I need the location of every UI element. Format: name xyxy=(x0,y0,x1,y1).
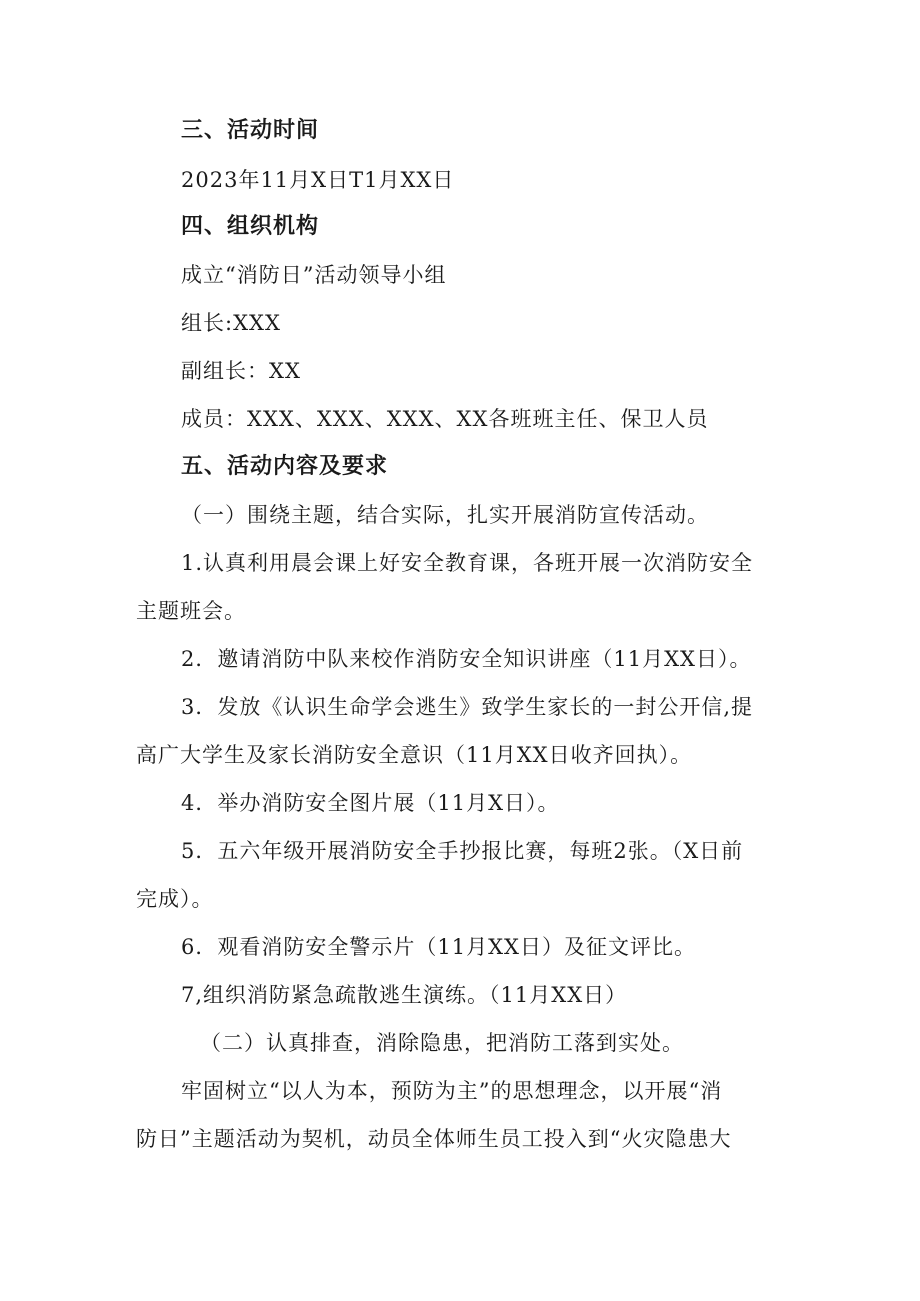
item-7: 7,组织消防紧急疏散逃生演练。（11月XX日） xyxy=(181,983,628,1007)
vice-leader-text: 副组长：XX xyxy=(181,359,301,383)
item-5-line-1: 5．五六年级开展消防安全手抄报比赛，每班2张。（X日前 xyxy=(181,839,744,863)
members-text: 成员：XXX、XXX、XXX、XX各班班主任、保卫人员 xyxy=(181,407,709,431)
item-6: 6．观看消防安全警示片（11月XX日）及征文评比。 xyxy=(181,935,696,959)
part-two-title: （二）认真排查，消除隐患，把消防工落到实处。 xyxy=(200,1031,684,1055)
item-5-line-2: 完成）。 xyxy=(136,887,214,911)
paragraph-line-2: 防日”主题活动为契机，动员全体师生员工投入到“火灾隐患大 xyxy=(136,1127,732,1151)
paragraph-line-1: 牢固树立“以人为本，预防为主”的思想理念，以开展“消 xyxy=(181,1079,723,1103)
leadership-group-text: 成立“消防日”活动领导小组 xyxy=(181,263,447,287)
item-2: 2．邀请消防中队来校作消防安全知识讲座（11月XX日）。 xyxy=(181,647,752,671)
part-one-title: （一）围绕主题，结合实际，扎实开展消防宣传活动。 xyxy=(181,503,709,527)
item-3-line-2: 高广大学生及家长消防安全意识（11月XX日收齐回执）。 xyxy=(136,743,693,767)
section-heading-content: 五、活动内容及要求 xyxy=(181,454,389,479)
section-heading-organization: 四、组织机构 xyxy=(181,214,320,239)
item-1-line-2: 主题班会。 xyxy=(136,599,246,623)
item-3-line-1: 3．发放《认识生命学会逃生》致学生家长的一封公开信,提 xyxy=(181,695,754,719)
item-4: 4．举办消防安全图片展（11月X日）。 xyxy=(181,791,560,815)
activity-time-text: 2023年11月X日T1月XX日 xyxy=(181,168,455,192)
item-1-line-1: 1.认真利用晨会课上好安全教育课，各班开展一次消防安全 xyxy=(181,551,754,575)
section-heading-activity-time: 三、活动时间 xyxy=(181,118,320,143)
group-leader-text: 组长:XXX xyxy=(181,311,281,335)
